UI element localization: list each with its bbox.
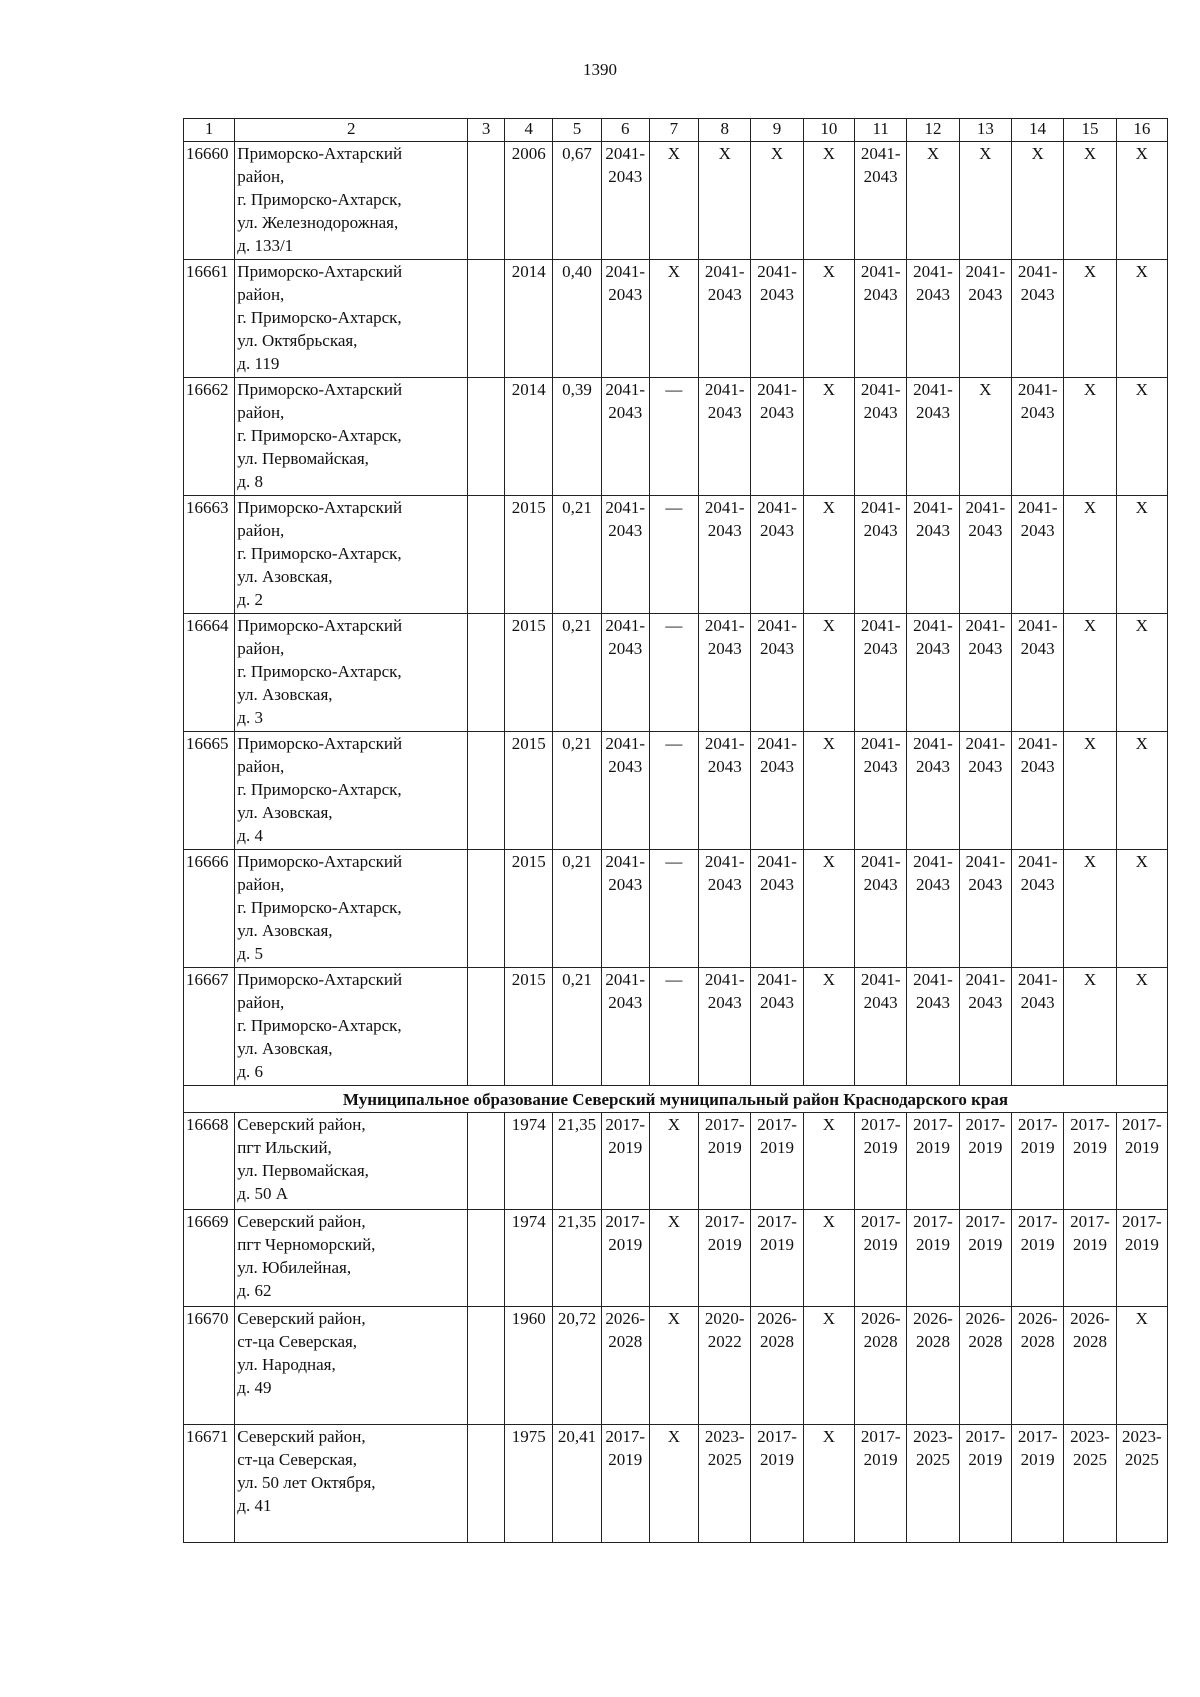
cell-col-14: 2041- 2043 [1011,968,1063,1086]
cell-col-3 [468,968,505,1086]
cell-col-4: 2015 [505,850,553,968]
cell-col-16: X [1116,732,1167,850]
cell-col-4: 1974 [505,1210,553,1307]
row-number: 16668 [184,1113,235,1210]
row-number: 16663 [184,496,235,614]
address-cell: Приморско-Ахтарский район, г. Приморско-Ахтарск, ул. Азовская, д. 5 [235,850,468,968]
row-number: 16665 [184,732,235,850]
row-number: 16661 [184,260,235,378]
cell-col-7: X [649,142,698,260]
cell-col-5: 0,21 [553,968,601,1086]
col-header: 4 [505,119,553,142]
cell-col-9: 2017- 2019 [751,1113,803,1210]
cell-col-8: 2017- 2019 [699,1210,751,1307]
cell-col-12: X [907,142,959,260]
cell-col-3 [468,1307,505,1425]
header-row [184,119,1168,142]
cell-col-12: 2041- 2043 [907,732,959,850]
cell-col-15: 2017- 2019 [1064,1113,1116,1210]
cell-col-13: 2041- 2043 [959,260,1011,378]
cell-col-11: 2041- 2043 [855,260,907,378]
cell-col-7: — [649,732,698,850]
address-cell: Приморско-Ахтарский район, г. Приморско-Ахтарск, ул. Азовская, д. 6 [235,968,468,1086]
cell-col-15: X [1064,968,1116,1086]
address-cell: Приморско-Ахтарский район, г. Приморско-Ахтарск, ул. Азовская, д. 2 [235,496,468,614]
row-number: 16669 [184,1210,235,1307]
col-header: 13 [959,119,1011,142]
cell-col-16: X [1116,142,1167,260]
cell-col-8: 2023- 2025 [699,1425,751,1543]
cell-col-15: X [1064,260,1116,378]
table-row [184,496,1168,614]
cell-col-16: X [1116,260,1167,378]
row-number: 16667 [184,968,235,1086]
cell-col-10: X [803,1210,854,1307]
cell-col-15: 2017- 2019 [1064,1210,1116,1307]
table-row [184,1210,1168,1307]
cell-col-8: 2020- 2022 [699,1307,751,1425]
cell-col-4: 1960 [505,1307,553,1425]
cell-col-4: 2015 [505,496,553,614]
cell-col-12: 2041- 2043 [907,968,959,1086]
register-table [183,118,1168,1543]
cell-col-9: 2041- 2043 [751,850,803,968]
cell-col-16: X [1116,968,1167,1086]
cell-col-13: 2026- 2028 [959,1307,1011,1425]
cell-col-14: 2017- 2019 [1011,1425,1063,1543]
cell-col-12: 2041- 2043 [907,850,959,968]
col-header: 1 [184,119,235,142]
cell-col-6: 2041- 2043 [601,968,649,1086]
row-number: 16660 [184,142,235,260]
cell-col-12: 2017- 2019 [907,1113,959,1210]
table-row [184,378,1168,496]
cell-col-11: 2017- 2019 [855,1210,907,1307]
col-header: 3 [468,119,505,142]
cell-col-6: 2041- 2043 [601,142,649,260]
cell-col-16: 2017- 2019 [1116,1113,1167,1210]
cell-col-8: 2041- 2043 [699,614,751,732]
cell-col-12: 2041- 2043 [907,614,959,732]
cell-col-11: 2041- 2043 [855,968,907,1086]
cell-col-16: 2023- 2025 [1116,1425,1167,1543]
cell-col-8: 2041- 2043 [699,850,751,968]
cell-col-14: 2017- 2019 [1011,1210,1063,1307]
table-row [184,142,1168,260]
cell-col-6: 2026- 2028 [601,1307,649,1425]
cell-col-10: X [803,1113,854,1210]
cell-col-13: 2017- 2019 [959,1210,1011,1307]
row-number: 16662 [184,378,235,496]
cell-col-10: X [803,378,854,496]
cell-col-13: 2041- 2043 [959,732,1011,850]
cell-col-11: 2041- 2043 [855,378,907,496]
cell-col-13: 2041- 2043 [959,496,1011,614]
cell-col-14: 2041- 2043 [1011,496,1063,614]
cell-col-15: X [1064,378,1116,496]
table-body-a [184,142,1168,1086]
cell-col-5: 21,35 [553,1210,601,1307]
cell-col-5: 0,21 [553,850,601,968]
cell-col-15: 2023- 2025 [1064,1425,1116,1543]
cell-col-7: X [649,260,698,378]
col-header: 6 [601,119,649,142]
cell-col-7: X [649,1113,698,1210]
table-body-b [184,1113,1168,1543]
table-row [184,1113,1168,1210]
cell-col-11: 2017- 2019 [855,1425,907,1543]
cell-col-3 [468,614,505,732]
cell-col-16: X [1116,1307,1167,1425]
cell-col-9: 2041- 2043 [751,968,803,1086]
table-row [184,1425,1168,1543]
cell-col-7: — [649,614,698,732]
page-number: 1390 [583,60,617,79]
cell-col-6: 2017- 2019 [601,1425,649,1543]
cell-col-12: 2023- 2025 [907,1425,959,1543]
cell-col-6: 2017- 2019 [601,1113,649,1210]
address-cell: Приморско-Ахтарский район, г. Приморско-Ахтарск, ул. Октябрьская, д. 119 [235,260,468,378]
cell-col-7: — [649,968,698,1086]
cell-col-5: 20,72 [553,1307,601,1425]
cell-col-7: — [649,850,698,968]
col-header: 15 [1064,119,1116,142]
cell-col-15: X [1064,732,1116,850]
cell-col-6: 2041- 2043 [601,260,649,378]
cell-col-10: X [803,142,854,260]
cell-col-6: 2017- 2019 [601,1210,649,1307]
col-header: 14 [1011,119,1063,142]
cell-col-12: 2017- 2019 [907,1210,959,1307]
cell-col-3 [468,1210,505,1307]
cell-col-4: 2015 [505,732,553,850]
col-header: 11 [855,119,907,142]
address-cell: Приморско-Ахтарский район, г. Приморско-Ахтарск, ул. Азовская, д. 4 [235,732,468,850]
cell-col-7: — [649,378,698,496]
cell-col-10: X [803,496,854,614]
cell-col-9: 2041- 2043 [751,496,803,614]
cell-col-13: 2041- 2043 [959,614,1011,732]
address-cell: Северский район, пгт Черноморский, ул. Юбилейная, д. 62 [235,1210,468,1307]
cell-col-5: 0,39 [553,378,601,496]
cell-col-10: X [803,614,854,732]
cell-col-14: 2017- 2019 [1011,1113,1063,1210]
row-number: 16666 [184,850,235,968]
cell-col-4: 1974 [505,1113,553,1210]
address-cell: Приморско-Ахтарский район, г. Приморско-Ахтарск, ул. Первомайская, д. 8 [235,378,468,496]
cell-col-3 [468,260,505,378]
section-title: Муниципальное образование Северский муниципальный район Краснодарского края [184,1086,1168,1113]
cell-col-9: 2026- 2028 [751,1307,803,1425]
col-header: 12 [907,119,959,142]
address-cell: Приморско-Ахтарский район, г. Приморско-Ахтарск, ул. Азовская, д. 3 [235,614,468,732]
table-row [184,968,1168,1086]
cell-col-4: 1975 [505,1425,553,1543]
cell-col-3 [468,732,505,850]
cell-col-10: X [803,260,854,378]
address-cell: Северский район, пгт Ильский, ул. Первомайская, д. 50 А [235,1113,468,1210]
cell-col-3 [468,378,505,496]
cell-col-16: X [1116,614,1167,732]
cell-col-4: 2014 [505,378,553,496]
cell-col-8: 2041- 2043 [699,260,751,378]
row-number: 16664 [184,614,235,732]
cell-col-3 [468,1113,505,1210]
cell-col-11: 2041- 2043 [855,850,907,968]
cell-col-5: 0,40 [553,260,601,378]
cell-col-9: 2017- 2019 [751,1210,803,1307]
cell-col-5: 0,21 [553,614,601,732]
cell-col-14: 2041- 2043 [1011,732,1063,850]
table-row [184,614,1168,732]
cell-col-11: 2041- 2043 [855,614,907,732]
cell-col-11: 2017- 2019 [855,1113,907,1210]
cell-col-14: 2041- 2043 [1011,378,1063,496]
cell-col-12: 2041- 2043 [907,260,959,378]
col-header: 8 [699,119,751,142]
cell-col-16: X [1116,378,1167,496]
cell-col-3 [468,1425,505,1543]
cell-col-5: 0,67 [553,142,601,260]
cell-col-11: 2041- 2043 [855,142,907,260]
section-body [184,1086,1168,1113]
cell-col-8: 2017- 2019 [699,1113,751,1210]
cell-col-10: X [803,1307,854,1425]
cell-col-9: 2017- 2019 [751,1425,803,1543]
cell-col-15: X [1064,496,1116,614]
cell-col-7: X [649,1307,698,1425]
cell-col-13: 2017- 2019 [959,1425,1011,1543]
cell-col-8: X [699,142,751,260]
row-number: 16670 [184,1307,235,1425]
table-row [184,1307,1168,1425]
cell-col-13: X [959,142,1011,260]
cell-col-14: X [1011,142,1063,260]
cell-col-10: X [803,732,854,850]
cell-col-5: 20,41 [553,1425,601,1543]
cell-col-10: X [803,850,854,968]
cell-col-6: 2041- 2043 [601,614,649,732]
cell-col-8: 2041- 2043 [699,378,751,496]
cell-col-12: 2026- 2028 [907,1307,959,1425]
cell-col-9: 2041- 2043 [751,732,803,850]
table-row [184,850,1168,968]
cell-col-11: 2041- 2043 [855,732,907,850]
cell-col-5: 0,21 [553,496,601,614]
cell-col-10: X [803,968,854,1086]
address-cell: Северский район, ст-ца Северская, ул. Народная, д. 49 [235,1307,468,1425]
address-cell: Северский район, ст-ца Северская, ул. 50 лет Октября, д. 41 [235,1425,468,1543]
col-header: 10 [803,119,854,142]
cell-col-16: 2017- 2019 [1116,1210,1167,1307]
col-header: 7 [649,119,698,142]
cell-col-14: 2041- 2043 [1011,260,1063,378]
cell-col-16: X [1116,496,1167,614]
col-header: 5 [553,119,601,142]
cell-col-4: 2015 [505,968,553,1086]
cell-col-6: 2041- 2043 [601,496,649,614]
cell-col-16: X [1116,850,1167,968]
cell-col-3 [468,142,505,260]
cell-col-15: 2026- 2028 [1064,1307,1116,1425]
cell-col-3 [468,850,505,968]
cell-col-9: 2041- 2043 [751,260,803,378]
cell-col-9: X [751,142,803,260]
cell-col-4: 2006 [505,142,553,260]
cell-col-8: 2041- 2043 [699,496,751,614]
address-cell: Приморско-Ахтарский район, г. Приморско-Ахтарск, ул. Железнодорожная, д. 133/1 [235,142,468,260]
cell-col-13: 2041- 2043 [959,850,1011,968]
col-header: 2 [235,119,468,142]
cell-col-7: — [649,496,698,614]
cell-col-7: X [649,1210,698,1307]
cell-col-10: X [803,1425,854,1543]
cell-col-12: 2041- 2043 [907,496,959,614]
cell-col-7: X [649,1425,698,1543]
col-header: 9 [751,119,803,142]
cell-col-13: 2017- 2019 [959,1113,1011,1210]
section-row [184,1086,1168,1113]
cell-col-5: 0,21 [553,732,601,850]
table-row [184,260,1168,378]
cell-col-6: 2041- 2043 [601,850,649,968]
cell-col-11: 2041- 2043 [855,496,907,614]
cell-col-9: 2041- 2043 [751,378,803,496]
cell-col-3 [468,496,505,614]
cell-col-14: 2026- 2028 [1011,1307,1063,1425]
cell-col-11: 2026- 2028 [855,1307,907,1425]
cell-col-15: X [1064,142,1116,260]
col-header: 16 [1116,119,1167,142]
row-number: 16671 [184,1425,235,1543]
cell-col-5: 21,35 [553,1113,601,1210]
cell-col-9: 2041- 2043 [751,614,803,732]
cell-col-13: 2041- 2043 [959,968,1011,1086]
cell-col-13: X [959,378,1011,496]
cell-col-8: 2041- 2043 [699,968,751,1086]
cell-col-12: 2041- 2043 [907,378,959,496]
cell-col-4: 2015 [505,614,553,732]
cell-col-6: 2041- 2043 [601,378,649,496]
cell-col-8: 2041- 2043 [699,732,751,850]
cell-col-14: 2041- 2043 [1011,850,1063,968]
table-row [184,732,1168,850]
cell-col-6: 2041- 2043 [601,732,649,850]
cell-col-4: 2014 [505,260,553,378]
cell-col-15: X [1064,614,1116,732]
cell-col-14: 2041- 2043 [1011,614,1063,732]
cell-col-15: X [1064,850,1116,968]
